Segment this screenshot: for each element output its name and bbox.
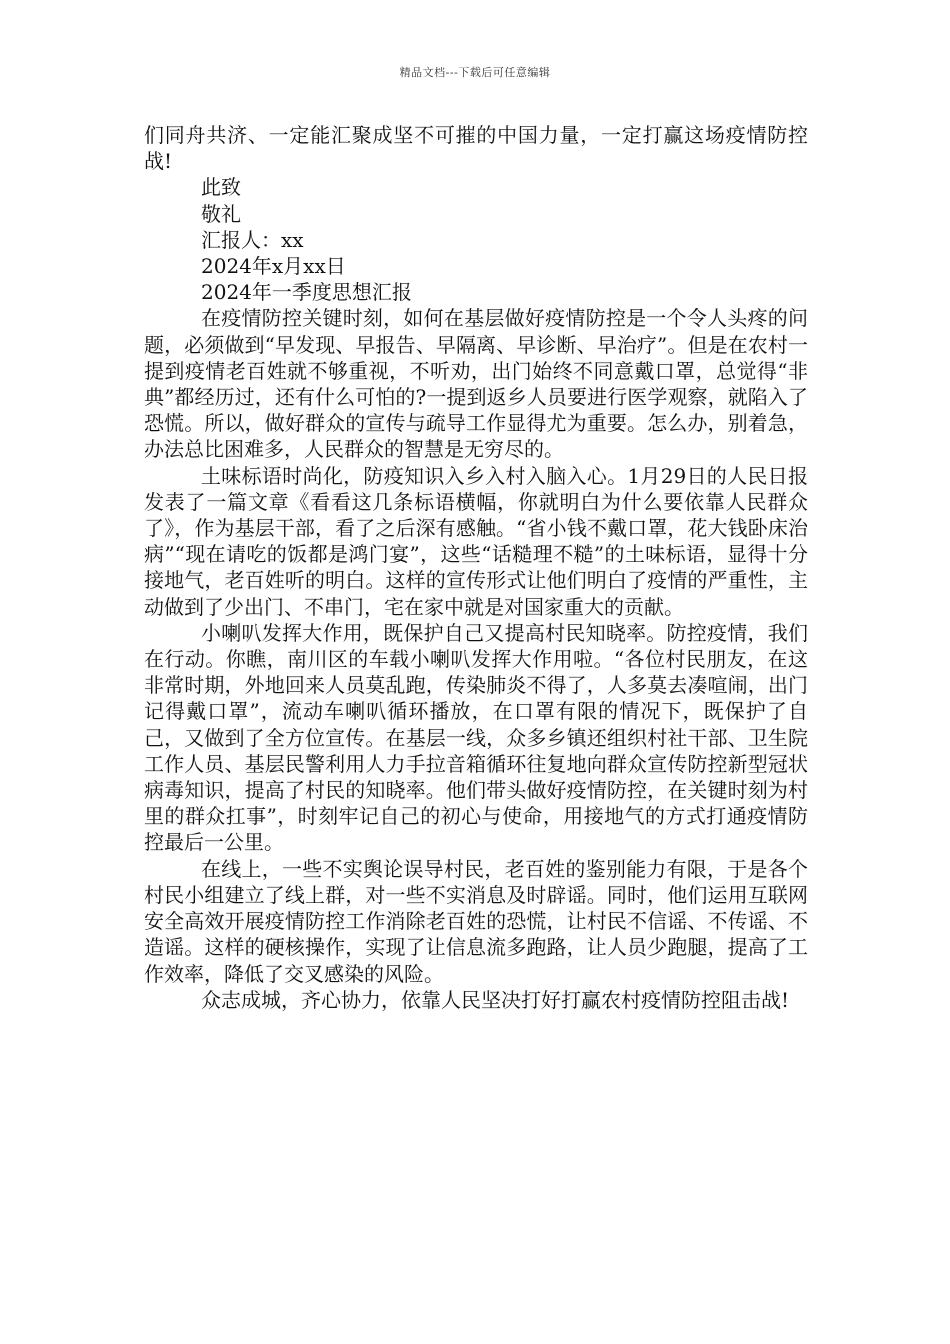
paragraph-5: 众志成城，齐心协力，依靠人民坚决打好打赢农村疫情防控阻击战! xyxy=(201,987,790,1012)
paragraph-2: 土味标语时尚化，防疫知识入乡入村入脑入心。1月29日的人民日报发表了一篇文章《看看这几条标语横幅，你就明白为什么要依靠人民群众了》，作为基层干部，看了之后深有感触。“省小钱不戴口罩，花大钱卧床治病”“现在请吃的饭都是鸿门宴”，这些“话糙理不糙”的土味标语，显得十分接地气，老百姓听的明白。这样的宣传形式让他们明白了疫情的严重性，主动做到了少出门、不串门，宅在家中就是对国家重大的贡献。 xyxy=(144,463,808,619)
section-title: 2024年一季度思想汇报 xyxy=(201,280,412,305)
paragraph-3: 小喇叭发挥大作用，既保护自己又提高村民知晓率。防控疫情，我们在行动。你瞧，南川区的车载小喇叭发挥大作用啦。“各位村民朋友，在这非常时期，外地回来人员莫乱跑，传染肺炎不得了，人多莫去凑喧闹，出门记得戴口罩”，流动车喇叭循环播放，在口罩有限的情况下，既保护了自己，又做到了全方位宣传。在基层一线，众多乡镇还组织村社干部、卫生院工作人员、基层民警利用人力手拉音箱循环往复地向群众宣传防控新型冠状病毒知识，提高了村民的知晓率。他们带头做好疫情防控，在关键时刻为村里的群众扛事”，时刻牢记自己的初心与使命，用接地气的方式打通疫情防控最后一公里。 xyxy=(144,620,808,855)
paragraph-1: 在疫情防控关键时刻，如何在基层做好疫情防控是一个令人头疼的问题，必须做到“早发现、早报告、早隔离、早诊断、早治疗”。但是在农村一提到疫情老百姓就不够重视，不听劝，出门始终不同意戴口罩，总觉得“非典”都经历过，还有什么可怕的?一提到返乡人员要进行医学观察，就陷入了恐慌。所以，做好群众的宣传与疏导工作显得尤为重要。怎么办，别着急，办法总比困难多，人民群众的智慧是无穷尽的。 xyxy=(144,306,808,462)
continued-paragraph: 们同舟共济、一定能汇聚成坚不可摧的中国力量，一定打赢这场疫情防控战! xyxy=(144,123,808,174)
date-line: 2024年x月xx日 xyxy=(201,254,346,279)
page-header: 精品文档---下载后可任意编辑 xyxy=(399,66,551,79)
closing-salutation: 此致 xyxy=(201,175,241,200)
document-body xyxy=(144,122,808,1013)
closing-regards: 敬礼 xyxy=(201,201,241,226)
paragraph-4: 在线上，一些不实舆论误导村民，老百姓的鉴别能力有限，于是各个村民小组建立了线上群，对一些不实消息及时辟谣。同时，他们运用互联网安全高效开展疫情防控工作消除老百姓的恐慌，让村民不信谣、不传谣、不造谣。这样的硬核操作，实现了让信息流多跑路，让人员少跑腿，提高了工作效率，降低了交叉感染的风险。 xyxy=(144,856,808,986)
reporter-line: 汇报人：xx xyxy=(201,227,304,252)
